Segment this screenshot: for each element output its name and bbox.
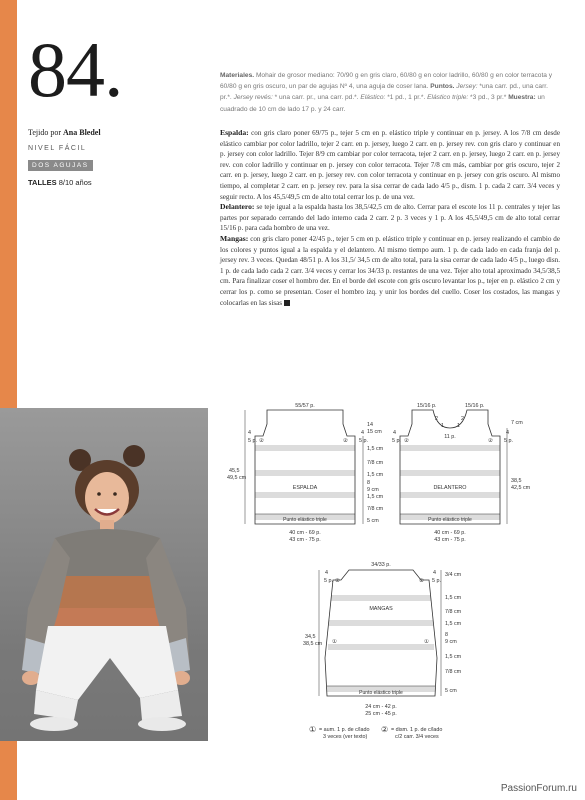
muestra-text: un cuadrado de 10 cm de lado 17 p. y 24 carr. [220,94,545,113]
mangas-right-5p: 5 p. [432,578,441,584]
level-badge: DOS AGUJAS [28,160,93,171]
svg-text:1,5 cm: 1,5 cm [367,494,384,500]
delantero-h: 7 cm [511,420,523,426]
elastico-triple-label: Elástico triple: [427,94,469,102]
delantero-left-4: 4 [393,430,396,436]
svg-text:c/2 carr. 3/4 veces: c/2 carr. 3/4 veces [395,734,439,740]
mangas-paragraph [220,234,560,308]
espalda-total2: 49,5 cm [227,475,247,481]
author-prefix: Tejido por [28,128,61,137]
delantero-neck-2-left: 2 [435,416,438,422]
delantero-circle-2-right: ② [488,438,493,444]
legend-circle-1-icon: ① [309,725,317,734]
mangas-label: Mangas: [220,233,249,243]
svg-text:1,5 cm: 1,5 cm [445,595,462,601]
mangas-w2: 25 cm - 45 p. [365,711,397,717]
mangas-w1: 24 cm - 42 p. [365,704,397,710]
mangas-text: con gris claro poner 42/45 p., tejer 5 cm en p. elástico triple y continuar en p. jersey realizando el cambio de los colores y puntos igual a la espalda y el delantero. Al mismo tiempo aum. 1 p. de cada lado en cada franja del p. jersey rev. 3 veces. Quedan 48/51 p. A los 31,5/ 34,5 cm de alto total, para la sisa cerrar de cada lado 4/5 p., luego disn. 1 p. de cada lado cada 2 carr. 3/4 veces y cerrar los 34/33 p. restantes de una vez. Tejer alto total aproximado 34,5/38,5 cm. Para finalizar coser el hombro der. En el borde del escote con gris oscuro levantar los p., tejer en p. elástico 2 cm y cerrar los p. como se presentan. Coser el hombro izq. y unir los bordes del cuello. Coser los costados, las mangas y colocarlas en las sisas [220,234,560,307]
jersey-rev-label: Jersey revés: [233,94,273,102]
author-name: Ana Bledel [63,128,101,137]
mangas-left-4: 4 [325,570,328,576]
svg-text:8: 8 [445,632,448,638]
espalda-paragraph [220,128,560,202]
espalda-h1: 14 [367,422,373,428]
orange-accent-bottom [0,741,17,800]
jersey-text: *una carr. pd., una carr. pr.*. [220,83,548,102]
instructions-block [220,128,560,308]
level-label: NIVEL FÁCIL [28,145,87,152]
mangas-circle-1-left: ① [332,639,337,645]
sizes-label: TALLES [28,178,57,187]
espalda-left-5p: 5 p. [248,438,257,444]
schematic-diagrams [215,398,585,748]
delantero-right-4: 4 [506,430,509,436]
svg-text:1,5 cm: 1,5 cm [367,446,384,452]
mangas-title: MANGAS [369,606,393,612]
sizes-value: 8/10 años [58,178,92,187]
espalda-w2: 43 cm - 75 p. [289,537,321,543]
espalda-text: con gris claro poner 69/75 p., tejer 5 cm en p. elástico triple y continuar en p. jersey. A los 7/8 cm desde elástico cambiar por color ladrillo, tejer 2 carr. en p. jersey, luego 2 carr. en p. jersey rev. con gris claro y continuar en p. jersey con color ladrillo. Tejer 8/9 cm cambiar por color terracota, tejer 2 carr. en p. jersey, luego 2 carr. en p. jersey rev. con color ladrillo y continuar en p. jersey con color terracota. Tejer 7/8 cm más, cambiar por gris oscuro, tejer 2 carr. en p. jersey, luego 2 carr. en p. jersey rev. con color terracota y continuar en p. jersey con gris oscuro. Al mismo tiempo, al completar 2 carr. en p. jersey rev. para la sisa cerrar de cada lado 4/5 p., dism. 1 p. cada 2 carr. 3/4 veces y seguir recto. A los 45,5/49,5 cm de alto total cerrar los p. de una vez. [220,129,560,201]
espalda-w1: 40 cm - 69 p. [289,530,321,536]
delantero-paragraph [220,202,560,234]
svg-text:8: 8 [367,480,370,486]
espalda-band: Punto elástico triple [283,517,327,523]
mangas-right-4: 4 [433,570,436,576]
materials-block [220,70,560,115]
espalda-circle-2-left: ② [259,438,264,444]
materials-label: Materiales. [220,72,255,79]
delantero-circle-2-left: ② [404,438,409,444]
espalda-right-4: 4 [361,430,364,436]
delantero-title: DELANTERO [433,485,467,491]
mangas-right-labels [441,570,462,696]
legend-circle-2-icon: ② [381,725,389,734]
sizes [28,178,208,187]
mangas-circle-1-right: ① [424,639,429,645]
espalda-label: Espalda: [220,128,249,137]
elastico-triple-text: *3 pd., 3 pr.* [470,94,507,102]
jersey-rev-text: * una carr. pr., una carr. pd.*. [274,94,359,102]
author-line [28,128,208,137]
espalda-h2: 15 cm [367,429,382,435]
delantero-right-5p: 5 p. [504,438,513,444]
mangas-total1: 34,5 [305,634,316,640]
svg-text:7/8 cm: 7/8 cm [367,506,384,512]
espalda-title: ESPALDA [292,485,318,491]
mangas-circle-2-right: ② [419,578,424,584]
delantero-total2: 42,5 cm [511,485,531,491]
delantero-band: Punto elástico triple [428,517,472,523]
mangas-top: 34/33 p. [371,562,391,568]
svg-text:7/8 cm: 7/8 cm [367,460,384,466]
diagram-legend [309,725,442,740]
elastico-text: *1 pd., 1 pr.*. [387,94,426,102]
svg-text:= aum. 1 p. de c/lado: = aum. 1 p. de c/lado [319,727,370,733]
delantero-diagram [392,403,531,543]
mangas-circle-2-left: ② [335,578,340,584]
delantero-neck-1-right: 1 [457,423,460,429]
delantero-left-5p: 5 p. [392,438,401,444]
svg-text:9 cm: 9 cm [367,487,379,493]
girl-sweater-illustration [0,408,208,741]
espalda-circle-2-right: ② [343,438,348,444]
watermark: PassionForum.ru [500,783,577,794]
pattern-number: 84. [28,26,123,113]
espalda-right-5p: 5 p. [359,438,368,444]
mangas-diagram [303,562,462,717]
jersey-label: Jersey: [456,83,478,91]
svg-text:= dism. 1 p. de c/lado: = dism. 1 p. de c/lado [391,727,443,733]
svg-text:7/8 cm: 7/8 cm [445,609,462,615]
delantero-neck-2-right: 2 [461,416,464,422]
svg-text:5 cm: 5 cm [367,518,379,524]
svg-text:5 cm: 5 cm [445,688,457,694]
points-label: Puntos. [430,83,455,91]
svg-text:3 veces (ver texto): 3 veces (ver texto) [323,734,368,740]
materials-text: Mohair de grosor mediano: 70/90 g en gris claro, 60/80 g en color ladrillo, 60/80 g en color terracota y 60/80 g en gris oscuro, un par de agujas Nº 4, una aguja de coser lana. [220,72,553,91]
delantero-label: Delantero: [220,202,255,212]
svg-text:1,5 cm: 1,5 cm [367,472,384,478]
espalda-total1: 45,5 [229,468,240,474]
delantero-mid: 11 p. [444,434,456,440]
delantero-total1: 38,5 [511,478,522,484]
espalda-top: 55/57 p. [295,403,315,409]
delantero-w2: 43 cm - 75 p. [434,537,466,543]
espalda-diagram [227,403,384,543]
svg-text:9 cm: 9 cm [445,639,457,645]
delantero-w1: 40 cm - 69 p. [434,530,466,536]
delantero-neck-1-left: 1 [441,423,444,429]
espalda-stripe-labels [363,436,384,524]
mangas-left-5p: 5 p. [324,578,333,584]
delantero-top-right: 15/16 p. [465,403,485,409]
delantero-top-left: 15/16 p. [417,403,437,409]
mangas-band: Punto elástico triple [359,690,403,696]
espalda-left-4: 4 [248,430,251,436]
model-photo [0,408,208,741]
svg-text:3/4 cm: 3/4 cm [445,572,462,578]
pattern-meta [28,128,208,187]
svg-text:1,5 cm: 1,5 cm [445,654,462,660]
svg-text:7/8 cm: 7/8 cm [445,669,462,675]
delantero-text: se teje igual a la espalda hasta los 38,5/42,5 cm de alto. Cerrar para el escote los 11 p. centrales y tejer las partes por separado cerrando del lado interno cada 2 carr. 2 p. 3 veces y 1 p. A los 45,5/49,5 cm de alto total cerrar 15/16 p. para cada hombro de una vez. [220,203,561,233]
pattern-schematic [215,398,585,748]
svg-text:1,5 cm: 1,5 cm [445,621,462,627]
muestra-label: Muestra: [508,94,536,102]
elastico-label: Elástico: [360,94,386,102]
mangas-total2: 38,5 cm [303,641,323,647]
end-square-icon [284,300,290,306]
